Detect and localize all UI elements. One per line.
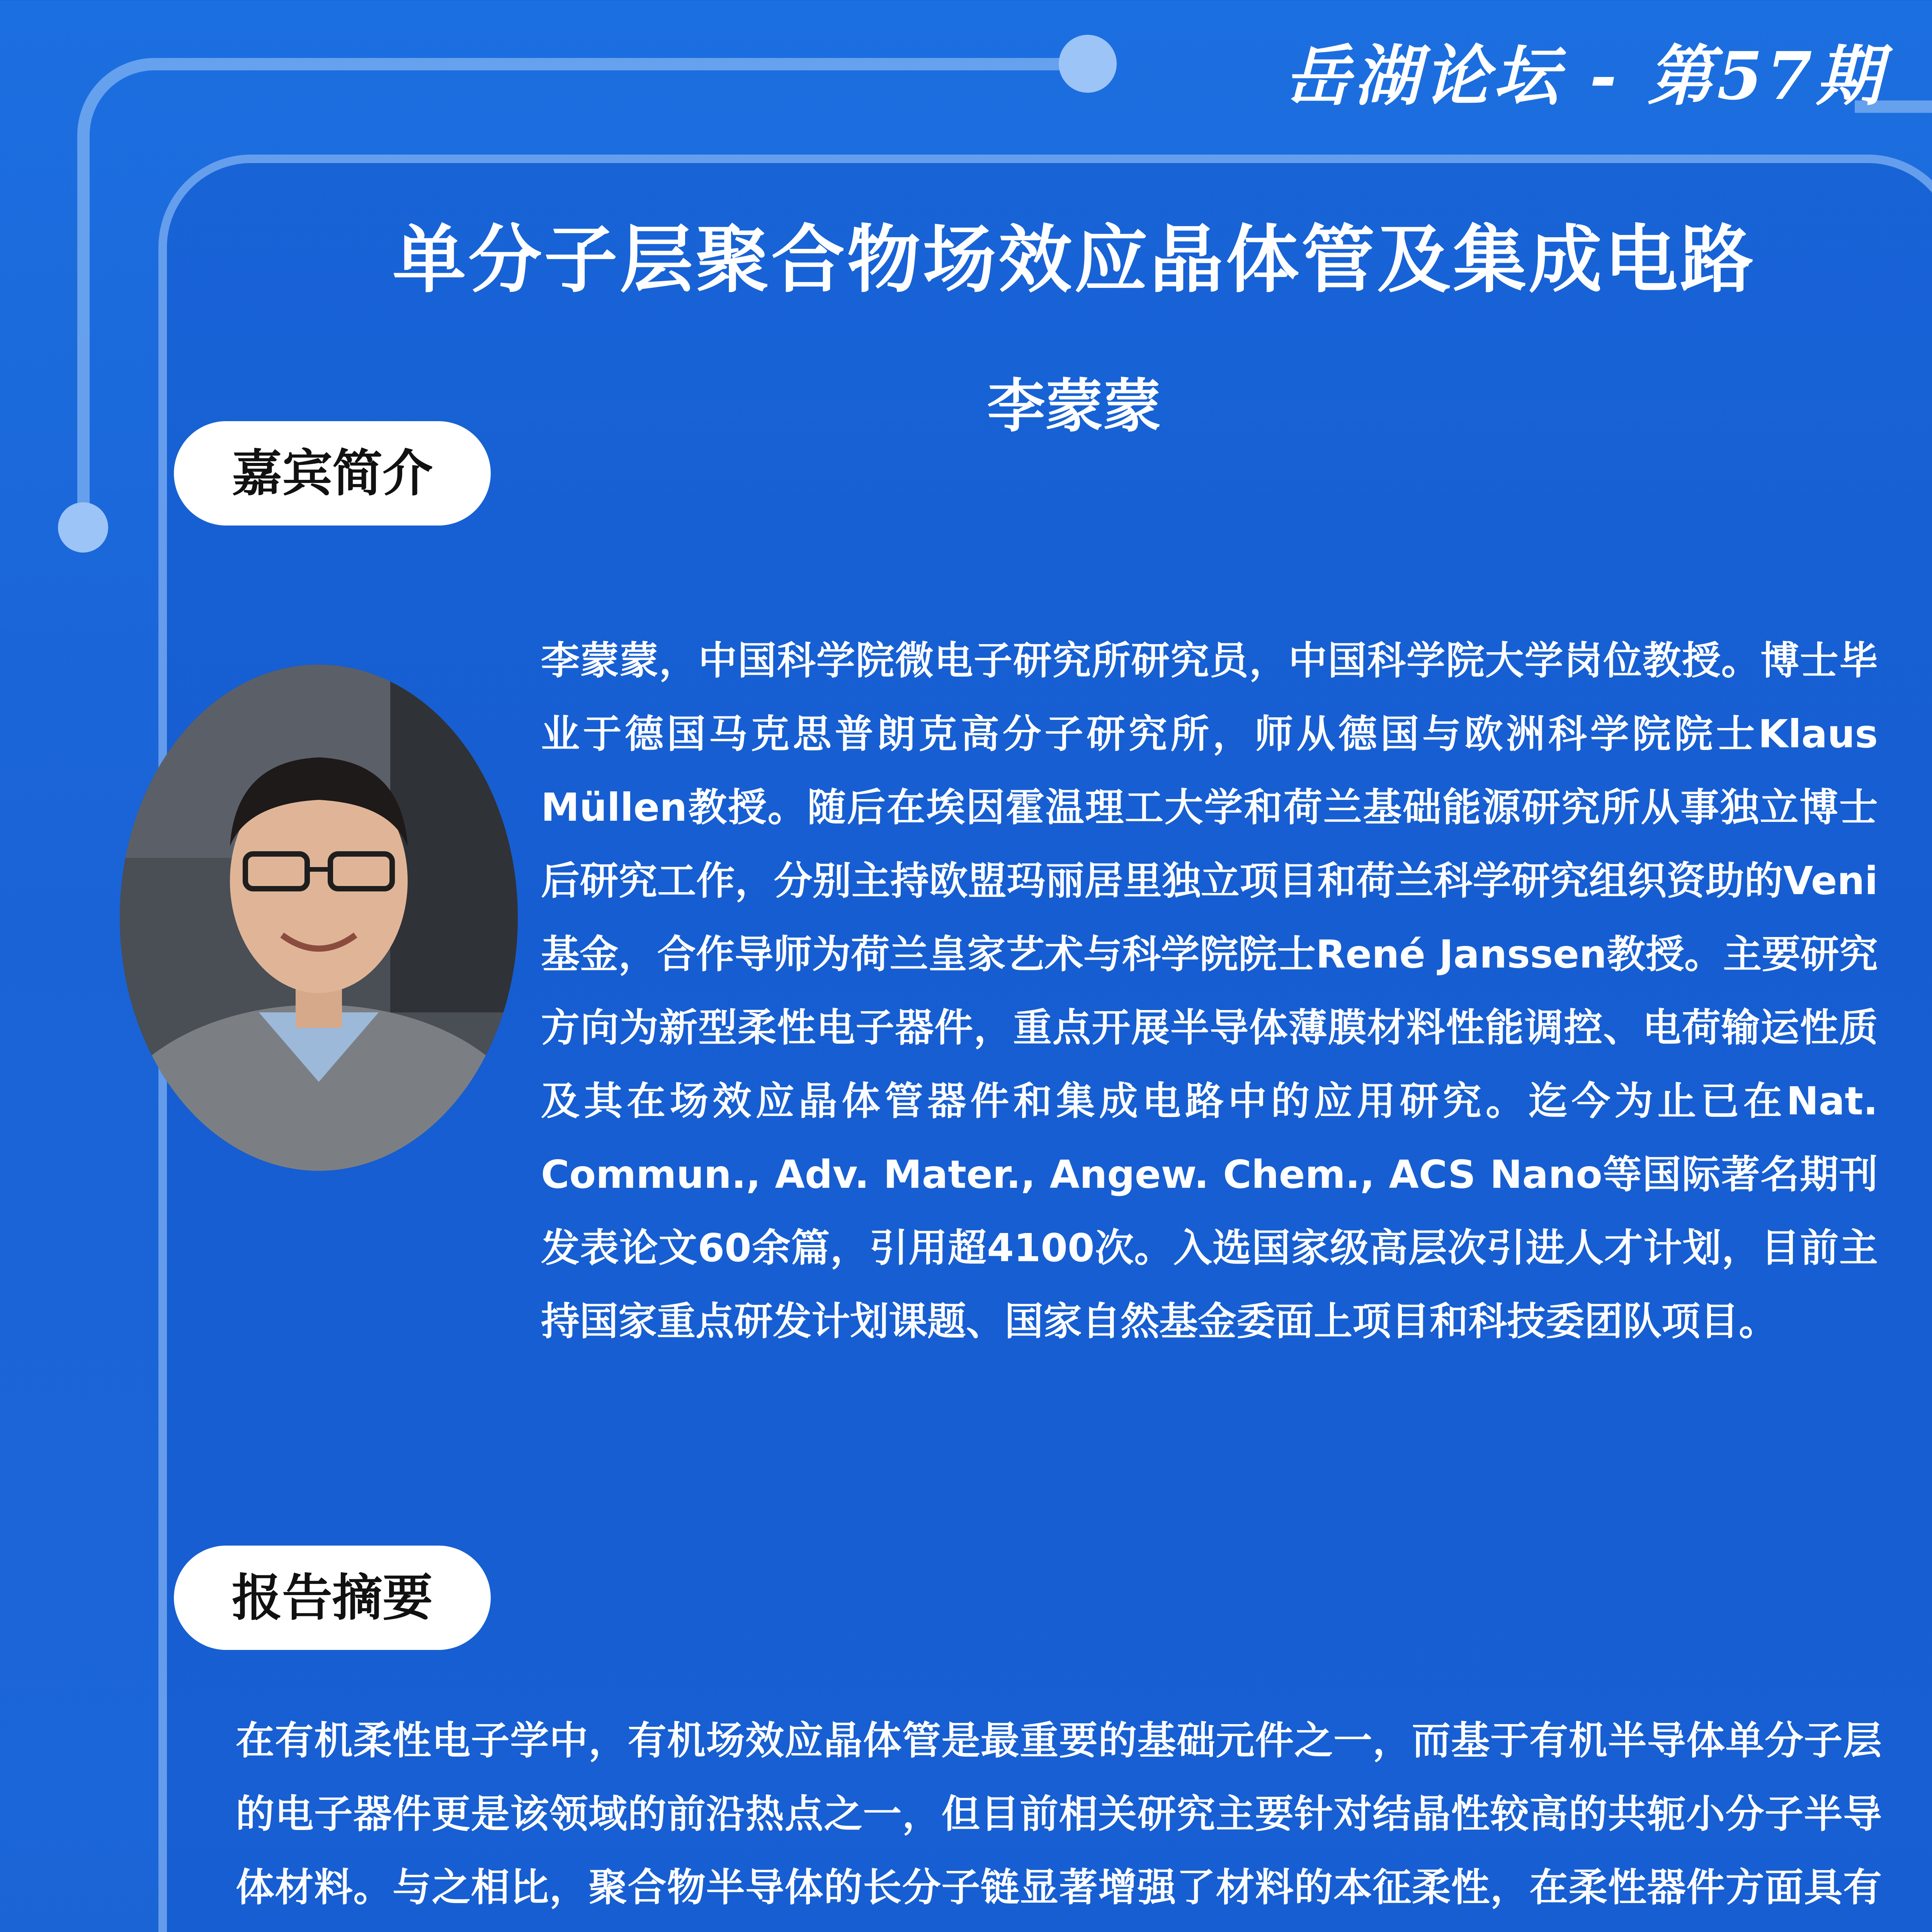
speaker-photo — [120, 665, 518, 1171]
speaker-bio: 李蒙蒙，中国科学院微电子研究所研究员，中国科学院大学岗位教授。博士毕业于德国马克思普朗克高分子研究所，师从德国与欧洲科学院院士Klaus Müllen教授。随后在埃因霍温理工大学和荷兰基础能源研究所从事独立博士后研究工作，分别主持欧盟玛丽居里独立项目和荷兰科学研究组织资助的Veni基金，合作导师为荷兰皇家艺术与科学院院士René Janssen教授。主要研究方向为新型柔性电子器件，重点开展半导体薄膜材料性能调控、电荷输运性质及其在场效应晶体管器件和集成电路中的应用研究。迄今为止已在Nat. Commun., Adv. Mater., Angew. Chem., ACS Nano等国际著名期刊发表论文60余篇，引用超4100次。入选国家级高层次引进人才计划，目前主持国家重点研发计划课题、国家自然基金委面上项目和科技委团队项目。 — [541, 638, 1878, 1344]
bio-section-label: 嘉宾简介 — [174, 421, 491, 526]
talk-abstract: 在有机柔性电子学中，有机场效应晶体管是最重要的基础元件之一，而基于有机半导体单分子层的电子器件更是该领域的前沿热点之一，但目前相关研究主要针对结晶性较高的共轭小分子半导体材料。与之相比，聚合物半导体的长分子链显著增强了材料的本征柔性，在柔性器件方面具有 — [236, 1718, 1882, 1910]
abstract-section-label: 报告摘要 — [174, 1546, 491, 1650]
frame-dot — [1059, 35, 1117, 93]
frame-dot — [58, 502, 108, 553]
talk-title: 单分子层聚合物场效应晶体管及集成电路 — [392, 217, 1756, 303]
speaker-name: 李蒙蒙 — [987, 373, 1161, 440]
forum-issue: 岳湖论坛 - 第57期 — [1284, 37, 1886, 115]
